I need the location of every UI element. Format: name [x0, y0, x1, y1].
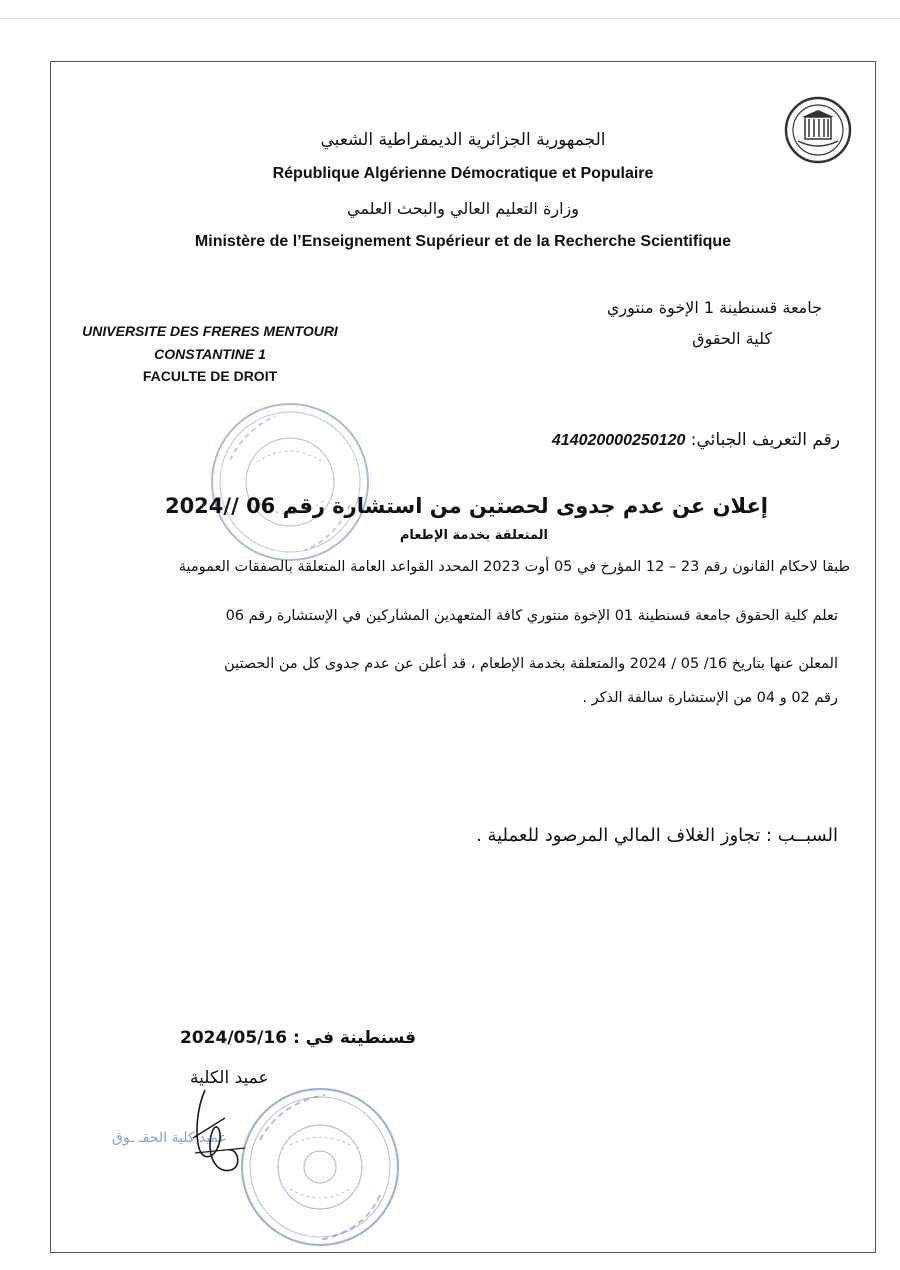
official-stamp-top: [205, 400, 375, 565]
body-line-3: رقم 02 و 04 من الإستشارة سالفة الذكر .: [582, 690, 838, 706]
stamp-caption: عميد كلية الحقـ ـوق: [112, 1130, 227, 1146]
ministry-french: Ministère de l’Enseignement Supérieur et de la Recherche Scientifique: [194, 233, 732, 250]
university-name-french: UNIVERSITE DES FRERES MENTOURI: [82, 323, 338, 339]
legal-basis-line: طبقا لاحكام القانون رقم 23 – 12 المؤرخ في 05 أوت 2023 المحدد القواعد العامة المتعلقة بالصفقات العمومية: [178, 559, 850, 575]
notice-subtitle: المتعلقة بخدمة الإطعام: [399, 528, 548, 543]
city-french: CONSTANTINE 1: [154, 346, 266, 362]
notice-title: إعلان عن عدم جدوى لحصتين من استشارة رقم 06 //2024: [164, 494, 768, 518]
republic-french: République Algérienne Démocratique et Populaire: [272, 165, 654, 182]
handwritten-signature: [185, 1078, 265, 1188]
reason-line: السبــب : تجاوز الغلاف المالي المرصود للعملية .: [476, 825, 838, 846]
faculty-name-arabic: كلية الحقوق: [692, 329, 772, 348]
dean-title: عميد الكلية: [190, 1068, 269, 1088]
top-rule: [0, 18, 900, 19]
fiscal-id-label: رقم التعريف الجبائي:: [690, 430, 840, 450]
place-date: قسنطينة في : 2024/05/16: [180, 1028, 417, 1048]
faculty-name-french: FACULTE DE DROIT: [142, 368, 278, 384]
republic-arabic: الجمهورية الجزائرية الديمقراطية الشعبي: [320, 130, 606, 150]
body-line-1: تعلم كلية الحقوق جامعة قسنطينة 01 الإخوة منتوري كافة المتعهدين المشاركين في الإستشارة رقم 06: [225, 608, 838, 624]
university-name-arabic: جامعة قسنطينة 1 الإخوة منتوري: [606, 298, 822, 317]
fiscal-id: [552, 430, 840, 450]
body-line-2: المعلن عنها بتاريخ 16/ 05 / 2024 والمتعلقة بخدمة الإطعام ، قد أعلن عن عدم جدوى كل من الحصتين: [224, 656, 838, 672]
fiscal-id-value: 414020000250120: [551, 432, 686, 449]
ministry-arabic: وزارة التعليم العالي والبحث العلمي: [347, 199, 579, 218]
